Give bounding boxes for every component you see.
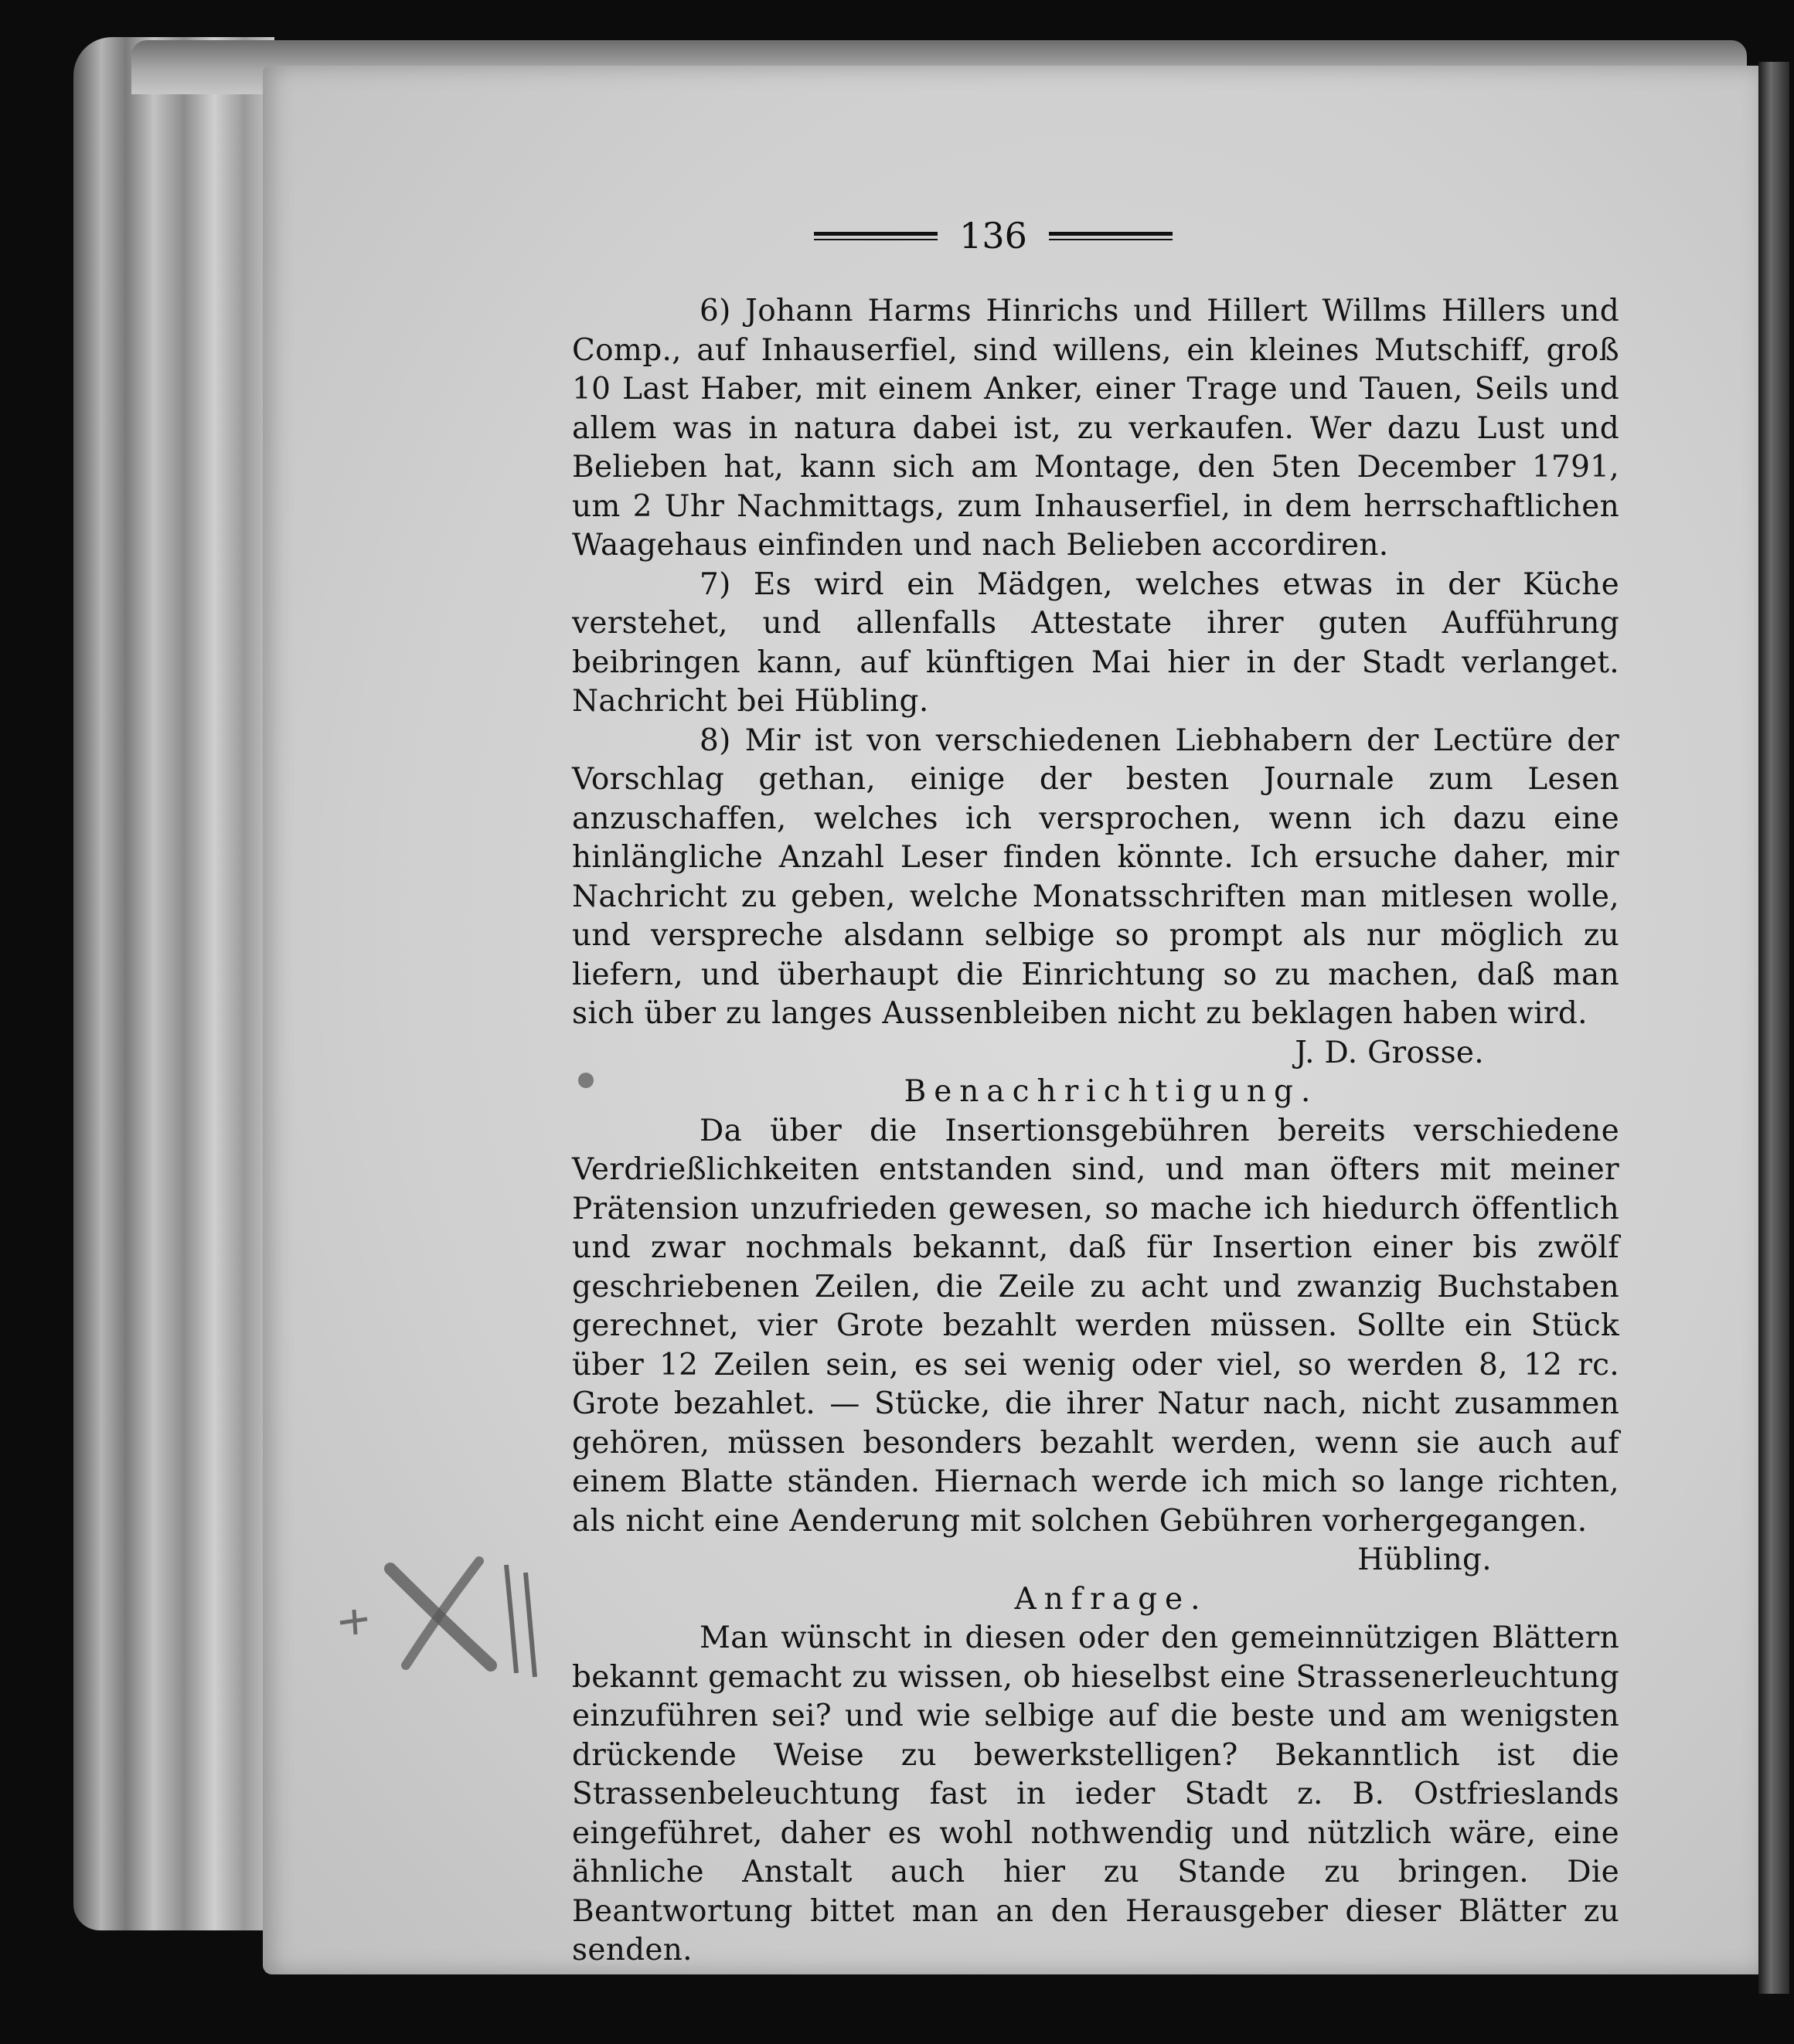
page-text: [572, 292, 1619, 1971]
signature-grosse: J. D. Grosse.: [1295, 1035, 1484, 1070]
item-7-paragraph: 7) Es wird ein Mädgen, welches etwas in der Küche verstehet, und allenfalls Attestate ihrer guten Aufführung beibringen kann, auf künftigen Mai hier in der Stadt verlanget. Nachricht bei Hübling.: [572, 566, 1619, 719]
query-paragraph: Man wünscht in diesen oder den gemeinnützigen Blättern bekannt gemacht zu wissen, ob hieselbst eine Strassenerleuchtung einzuführen sei? und wie selbige auf die beste und am wenigsten drückende Weise zu bewerkstelligen? Bekanntlich ist die Strassenbeleuchtung fast in ieder Stadt z. B. Ostfrieslands eingeführet, daher es wohl nothwendig und nützlich wäre, eine ähnliche Anstalt auch hier zu Stande zu bringen. Die Beantwortung bittet man an den Herausgeber dieser Blätter zu senden.: [572, 1621, 1619, 1967]
pencil-mark-icon: [332, 1549, 557, 1689]
book-gutter: [1758, 62, 1789, 1994]
signature-huebling: Hübling.: [1357, 1542, 1492, 1577]
page-stack-edges: [73, 37, 274, 1930]
item-8-paragraph: 8) Mir ist von verschiedenen Liebhabern der Lectüre der Vorschlag gethan, einige der besten Journale zum Lesen anzuschaffen, welches ich versprochen, wenn ich dazu eine hinlängliche Anzahl Leser finden könnte. Ich ersuche daher, mir Nachricht zu geben, welche Monatsschriften man mitlesen wolle, und verspreche alsdann selbige so prompt als nur möglich zu liefern, und überhaupt die Einrichtung so zu machen, daß man sich über zu langes Aussenbleiben nicht zu beklagen haben wird.: [572, 723, 1619, 1031]
page-number: 136: [959, 215, 1027, 257]
page-header: [808, 213, 1179, 259]
item-6-paragraph: 6) Johann Harms Hinrichs und Hillert Willms Hillers und Comp., auf Inhauserfiel, sind willens, ein kleines Mutschiff, groß 10 Last Haber, mit einem Anker, einer Trage und Tauen, Seils und allem was in natura dabei ist, zu verkaufen. Wer dazu Lust und Belieben hat, kann sich am Montage, den 5ten December 1791, um 2 Uhr Nachmittags, zum Inhauserfiel, in dem herrschaftlichen Waagehaus einfinden und nach Belieben accordiren.: [572, 294, 1619, 563]
notice-paragraph: Da über die Insertionsgebühren bereits verschiedene Verdrießlichkeiten entstanden sind, und man öfters mit meiner Prätension unzufrieden gewesen, so mache ich hiedurch öffentlich und zwar nochmals bekannt, daß für Insertion einer bis zwölf geschriebenen Zeilen, die Zeile zu acht und zwanzig Buchstaben gerechnet, vier Grote bezahlt werden müssen. Sollte ein Stück über 12 Zeilen sein, es sei wenig oder viel, so werden 8, 12 rc. Grote bezahlet. — Stücke, die ihrer Natur nach, nicht zusammen gehören, müssen besonders bezahlt werden, wenn sie auch auf einem Blatte ständen. Hiernach werde ich mich so lange richten, als nicht eine Aenderung mit solchen Gebühren vorhergegangen.: [572, 1113, 1619, 1539]
header-rule-right: [1049, 232, 1173, 240]
heading-benachrichtigung: Benachrichtigung.: [904, 1074, 1319, 1109]
header-rule-left: [814, 232, 938, 240]
heading-anfrage: Anfrage.: [1014, 1581, 1208, 1617]
